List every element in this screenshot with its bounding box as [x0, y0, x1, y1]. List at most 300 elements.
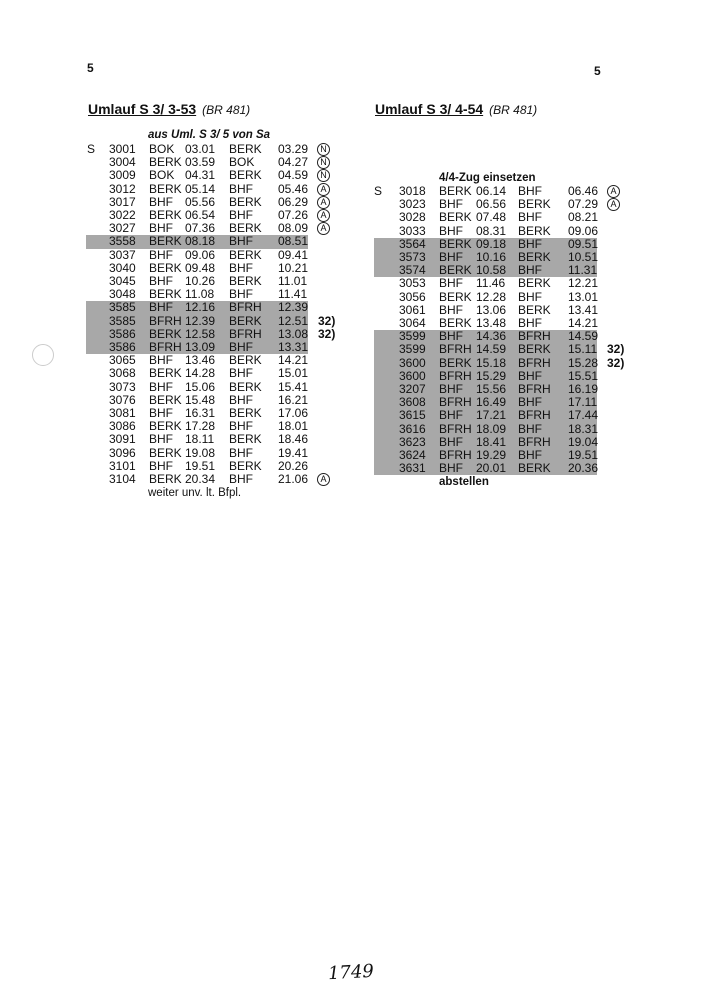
departure-time: 15.48: [185, 392, 216, 407]
origin-station: BERK: [149, 392, 182, 407]
destination-station: BERK: [229, 379, 262, 394]
departure-time: 14.28: [185, 366, 216, 381]
train-number: 3573: [399, 250, 426, 264]
timetable-row: [374, 225, 597, 238]
departure-time: 07.48: [476, 210, 507, 225]
train-number: 3564: [399, 236, 426, 251]
origin-station: BERK: [149, 366, 182, 381]
train-number: 3017: [109, 194, 136, 209]
timetable-row: [86, 155, 327, 170]
arrival-time: 13.08: [278, 326, 309, 341]
train-number: 3037: [109, 247, 136, 262]
timetable-row: [86, 326, 336, 341]
arrival-time: 12.51: [278, 313, 309, 328]
origin-station: BERK: [149, 445, 182, 460]
origin-station: BERK: [149, 208, 182, 222]
origin-station: BHF: [149, 458, 173, 473]
timetable-row: [374, 238, 597, 251]
origin-station: BFRH: [439, 421, 472, 436]
destination-station: BERK: [229, 432, 262, 447]
departure-time: 16.49: [476, 395, 507, 410]
departure-time: 20.34: [185, 472, 216, 486]
left-post-note: weiter unv. lt. Bfpl.: [148, 487, 242, 500]
destination-station: BERK: [229, 353, 262, 368]
timetable-row: [374, 462, 597, 475]
origin-station: BHF: [439, 250, 463, 264]
origin-station: BERK: [149, 287, 182, 302]
timetable-row: [86, 394, 308, 407]
departure-time: 11.08: [185, 287, 215, 302]
right-pre-note: 4/4-Zug einsetzen: [439, 172, 536, 184]
left-heading: [88, 101, 250, 119]
timetable-row: [86, 288, 308, 301]
train-number: 3023: [399, 197, 426, 212]
arrival-time: 18.46: [278, 432, 309, 447]
timetable-row: [86, 420, 308, 433]
timetable-row: [86, 447, 308, 460]
destination-station: BERK: [518, 250, 551, 264]
departure-time: 10.16: [476, 250, 507, 264]
departure-time: 12.28: [476, 289, 507, 304]
destination-station: BFRH: [518, 355, 551, 370]
arrival-time: 10.21: [278, 260, 309, 275]
timetable-row: [86, 168, 327, 183]
train-number: 3600: [399, 355, 426, 370]
origin-station: BOK: [149, 142, 175, 156]
arrival-time: 08.21: [568, 210, 599, 225]
arrival-time: 19.41: [278, 445, 309, 460]
train-number: 3600: [399, 368, 426, 383]
train-number: 3631: [399, 461, 426, 476]
train-number: 3073: [109, 379, 136, 394]
train-number: 3599: [399, 329, 426, 344]
arrival-time: 12.39: [278, 300, 309, 315]
departure-time: 04.31: [185, 168, 216, 183]
circled-mark-icon: A: [317, 473, 330, 486]
destination-station: BHF: [518, 289, 542, 304]
origin-station: BOK: [149, 168, 175, 183]
destination-station: BERK: [518, 342, 551, 357]
timetable-row: [86, 381, 308, 394]
timetable-row: [374, 342, 625, 357]
destination-station: BERK: [229, 406, 262, 420]
timetable-row: [374, 423, 597, 436]
arrival-time: 18.01: [278, 419, 309, 434]
right-subtitle: (BR 481): [489, 103, 538, 117]
departure-time: 05.56: [185, 194, 216, 209]
departure-time: 12.58: [185, 326, 216, 341]
destination-station: BHF: [229, 340, 253, 354]
departure-time: 18.09: [476, 421, 507, 436]
destination-station: BERK: [229, 142, 262, 156]
timetable-row: [374, 211, 597, 224]
destination-station: BHF: [229, 234, 253, 249]
timetable-row: [374, 197, 617, 212]
destination-station: BFRH: [518, 382, 551, 396]
arrival-time: 10.51: [568, 250, 599, 264]
destination-station: BHF: [518, 184, 542, 198]
destination-station: BFRH: [229, 326, 262, 341]
arrival-time: 13.01: [568, 289, 599, 304]
timetable-row: [86, 472, 327, 486]
left-pre-note: aus Uml. S 3/ 5 von Sa: [148, 129, 271, 141]
origin-station: BFRH: [439, 368, 472, 383]
departure-time: 15.56: [476, 382, 507, 396]
arrival-time: 11.41: [278, 287, 308, 302]
destination-station: BHF: [229, 208, 253, 222]
train-number: 3585: [109, 313, 136, 328]
train-number: 3574: [399, 263, 426, 278]
origin-station: BHF: [149, 194, 173, 209]
train-number: 3027: [109, 221, 136, 236]
arrival-time: 14.21: [568, 316, 599, 330]
origin-station: BFRH: [149, 340, 182, 354]
departure-time: 13.09: [185, 340, 216, 354]
circled-mark-icon: N: [317, 169, 330, 182]
train-number: 3585: [109, 300, 136, 315]
timetable-row: [374, 291, 597, 304]
departure-time: 09.18: [476, 236, 507, 251]
train-number: 3045: [109, 274, 136, 288]
circled-mark-icon: N: [317, 143, 330, 156]
origin-station: BERK: [149, 326, 182, 341]
destination-station: BERK: [518, 276, 551, 291]
timetable-row: [86, 194, 327, 209]
footnote-ref: 32): [318, 326, 336, 341]
arrival-time: 04.27: [278, 155, 309, 170]
departure-time: 13.48: [476, 316, 507, 330]
origin-station: BERK: [149, 155, 182, 170]
timetable-row: [374, 264, 597, 277]
destination-station: BHF: [518, 368, 542, 383]
origin-station: BFRH: [439, 342, 472, 357]
train-number: 3086: [109, 419, 136, 434]
train-number: 3616: [399, 421, 426, 436]
handwritten-number: 1749: [327, 960, 375, 985]
destination-station: BFRH: [518, 434, 551, 449]
arrival-time: 09.51: [568, 236, 599, 251]
origin-station: BHF: [439, 276, 463, 291]
destination-station: BHF: [518, 236, 542, 251]
arrival-time: 08.09: [278, 221, 309, 236]
arrival-time: 16.19: [568, 382, 599, 396]
page-number-right: 5: [594, 64, 601, 78]
origin-station: BHF: [439, 461, 463, 476]
timetable-row: [86, 262, 308, 275]
destination-station: BHF: [229, 260, 253, 275]
arrival-time: 17.11: [568, 395, 598, 410]
arrival-time: 15.41: [278, 379, 309, 394]
train-number: 3001: [109, 142, 136, 156]
arrival-time: 15.01: [278, 366, 309, 381]
origin-station: BERK: [439, 210, 472, 225]
train-number: 3068: [109, 366, 136, 381]
origin-station: BFRH: [439, 395, 472, 410]
origin-station: BERK: [439, 236, 472, 251]
destination-station: BHF: [229, 181, 253, 196]
arrival-time: 18.31: [568, 421, 599, 436]
origin-station: BHF: [149, 221, 173, 236]
timetable-row: [86, 301, 308, 314]
train-number: 3018: [399, 184, 426, 198]
arrival-time: 03.29: [278, 142, 309, 156]
origin-station: BFRH: [149, 313, 182, 328]
departure-time: 19.08: [185, 445, 216, 460]
circled-mark-icon: A: [317, 222, 330, 235]
arrival-time: 15.51: [568, 368, 599, 383]
origin-station: BHF: [149, 274, 173, 288]
origin-station: BHF: [439, 223, 463, 238]
circled-mark-icon: A: [607, 198, 620, 211]
destination-station: BHF: [229, 366, 253, 381]
departure-time: 16.31: [185, 406, 216, 420]
row-prefix: S: [374, 184, 383, 198]
train-number: 3558: [109, 234, 136, 249]
origin-station: BERK: [439, 263, 472, 278]
train-number: 3586: [109, 340, 136, 354]
origin-station: BHF: [439, 382, 463, 396]
timetable-row: [86, 433, 308, 446]
origin-station: BERK: [439, 316, 472, 330]
train-number: 3615: [399, 408, 426, 423]
arrival-time: 04.59: [278, 168, 309, 183]
train-number: 3599: [399, 342, 426, 357]
arrival-time: 11.01: [278, 274, 308, 288]
train-number: 3064: [399, 316, 426, 330]
destination-station: BHF: [229, 419, 253, 434]
arrival-time: 07.26: [278, 208, 309, 222]
train-number: 3022: [109, 208, 136, 222]
train-number: 3009: [109, 168, 136, 183]
arrival-time: 13.41: [568, 302, 599, 317]
timetable-row: [86, 460, 308, 473]
arrival-time: 19.51: [568, 448, 599, 462]
arrival-time: 19.04: [568, 434, 599, 449]
train-number: 3061: [399, 302, 426, 317]
left-subtitle: (BR 481): [202, 103, 251, 117]
destination-station: BHF: [518, 395, 542, 410]
destination-station: BHF: [229, 445, 253, 460]
timetable-row: [374, 396, 597, 409]
destination-station: BERK: [518, 223, 551, 238]
timetable-row: [86, 181, 327, 196]
train-number: 3048: [109, 287, 136, 302]
departure-time: 06.14: [476, 184, 507, 198]
origin-station: BFRH: [439, 448, 472, 462]
origin-station: BHF: [149, 300, 173, 315]
destination-station: BERK: [229, 221, 262, 236]
destination-station: BERK: [518, 461, 551, 476]
train-number: 3056: [399, 289, 426, 304]
departure-time: 19.29: [476, 448, 507, 462]
left-title: Umlauf S 3/ 3-53: [88, 101, 197, 117]
departure-time: 09.48: [185, 260, 216, 275]
departure-time: 17.21: [476, 408, 507, 423]
destination-station: BHF: [229, 287, 253, 302]
departure-time: 03.01: [185, 142, 216, 156]
departure-time: 15.29: [476, 368, 507, 383]
destination-station: BFRH: [518, 408, 551, 423]
departure-time: 09.06: [185, 247, 216, 262]
departure-time: 14.59: [476, 342, 507, 357]
train-number: 3033: [399, 223, 426, 238]
origin-station: BHF: [439, 197, 463, 212]
train-number: 3608: [399, 395, 426, 410]
circled-mark-icon: N: [317, 156, 330, 169]
arrival-time: 06.46: [568, 184, 599, 198]
destination-station: BHF: [229, 392, 253, 407]
departure-time: 08.18: [185, 234, 216, 249]
departure-time: 15.18: [476, 355, 507, 370]
departure-time: 10.58: [476, 263, 507, 278]
footnote-ref: 32): [607, 355, 625, 370]
departure-time: 12.16: [185, 300, 216, 315]
right-heading: [375, 101, 537, 119]
departure-time: 18.11: [185, 432, 215, 447]
timetable-row: [374, 330, 597, 343]
arrival-time: 14.59: [568, 329, 599, 344]
arrival-time: 06.29: [278, 194, 309, 209]
arrival-time: 21.06: [278, 472, 309, 486]
arrival-time: 09.06: [568, 223, 599, 238]
train-number: 3096: [109, 445, 136, 460]
destination-station: BERK: [229, 194, 262, 209]
train-number: 3040: [109, 260, 136, 275]
destination-station: BERK: [229, 313, 262, 328]
timetable-row: [374, 436, 597, 449]
train-number: 3004: [109, 155, 136, 170]
footnote-ref: 32): [318, 313, 336, 328]
punch-hole: [32, 344, 54, 366]
arrival-time: 14.21: [278, 353, 309, 368]
arrival-time: 07.29: [568, 197, 599, 212]
destination-station: BERK: [518, 197, 551, 212]
origin-station: BERK: [149, 472, 182, 486]
train-number: 3104: [109, 472, 136, 486]
departure-time: 06.54: [185, 208, 216, 222]
train-number: 3624: [399, 448, 426, 462]
page-number-left: 5: [87, 61, 94, 75]
timetable-row: [374, 370, 597, 383]
arrival-time: 13.31: [278, 340, 309, 354]
arrival-time: 20.36: [568, 461, 599, 476]
arrival-time: 20.26: [278, 458, 309, 473]
train-number: 3101: [109, 458, 136, 473]
train-number: 3028: [399, 210, 426, 225]
arrival-time: 05.46: [278, 181, 309, 196]
origin-station: BHF: [149, 432, 173, 447]
origin-station: BHF: [439, 434, 463, 449]
train-number: 3053: [399, 276, 426, 291]
destination-station: BERK: [518, 302, 551, 317]
timetable-row: [86, 313, 336, 328]
origin-station: BERK: [439, 355, 472, 370]
destination-station: BOK: [229, 155, 255, 170]
train-number: 3012: [109, 181, 136, 196]
arrival-time: 09.41: [278, 247, 309, 262]
timetable-row: [374, 277, 597, 290]
arrival-time: 15.28: [568, 355, 599, 370]
circled-mark-icon: A: [317, 209, 330, 222]
timetable-row: [86, 367, 308, 380]
right-post-note: abstellen: [439, 476, 489, 489]
destination-station: BHF: [518, 316, 542, 330]
origin-station: BHF: [439, 408, 463, 423]
arrival-time: 17.06: [278, 406, 309, 420]
destination-station: BHF: [518, 421, 542, 436]
origin-station: BHF: [149, 406, 173, 420]
origin-station: BHF: [149, 353, 173, 368]
timetable-row: [86, 354, 308, 367]
destination-station: BFRH: [229, 300, 262, 315]
departure-time: 03.59: [185, 155, 216, 170]
departure-time: 17.28: [185, 419, 216, 434]
origin-station: BHF: [149, 379, 173, 394]
timetable-row: [374, 355, 625, 370]
destination-station: BHF: [518, 263, 542, 278]
circled-mark-icon: A: [607, 185, 620, 198]
departure-time: 13.46: [185, 353, 216, 368]
circled-mark-icon: A: [317, 196, 330, 209]
departure-time: 10.26: [185, 274, 216, 288]
arrival-time: 08.51: [278, 234, 309, 249]
destination-station: BERK: [229, 458, 262, 473]
origin-station: BHF: [439, 302, 463, 317]
departure-time: 18.41: [476, 434, 507, 449]
destination-station: BFRH: [518, 329, 551, 344]
train-number: 3076: [109, 392, 136, 407]
destination-station: BERK: [229, 274, 262, 288]
arrival-time: 16.21: [278, 392, 309, 407]
departure-time: 14.36: [476, 329, 507, 344]
timetable-row: [86, 221, 327, 236]
origin-station: BERK: [149, 260, 182, 275]
destination-station: BERK: [229, 168, 262, 183]
footnote-ref: 32): [607, 342, 625, 357]
destination-station: BHF: [518, 448, 542, 462]
departure-time: 20.01: [476, 461, 507, 476]
departure-time: 05.14: [185, 181, 216, 196]
departure-time: 06.56: [476, 197, 507, 212]
arrival-time: 11.31: [568, 263, 598, 278]
departure-time: 11.46: [476, 276, 506, 291]
destination-station: BHF: [518, 210, 542, 225]
circled-mark-icon: A: [317, 183, 330, 196]
origin-station: BERK: [149, 419, 182, 434]
departure-time: 08.31: [476, 223, 507, 238]
right-title: Umlauf S 3/ 4-54: [375, 101, 484, 117]
origin-station: BERK: [439, 289, 472, 304]
row-prefix: S: [87, 142, 96, 156]
origin-station: BERK: [439, 184, 472, 198]
origin-station: BERK: [149, 234, 182, 249]
origin-station: BERK: [149, 181, 182, 196]
timetable-row: [86, 249, 308, 262]
train-number: 3207: [399, 382, 426, 396]
timetable-row: [86, 235, 308, 248]
arrival-time: 17.44: [568, 408, 599, 423]
timetable-row: [374, 304, 597, 317]
train-number: 3623: [399, 434, 426, 449]
train-number: 3091: [109, 432, 136, 447]
destination-station: BERK: [229, 247, 262, 262]
departure-time: 12.39: [185, 313, 216, 328]
train-number: 3586: [109, 326, 136, 341]
destination-station: BHF: [229, 472, 253, 486]
arrival-time: 15.11: [568, 342, 598, 357]
departure-time: 15.06: [185, 379, 216, 394]
departure-time: 19.51: [185, 458, 216, 473]
